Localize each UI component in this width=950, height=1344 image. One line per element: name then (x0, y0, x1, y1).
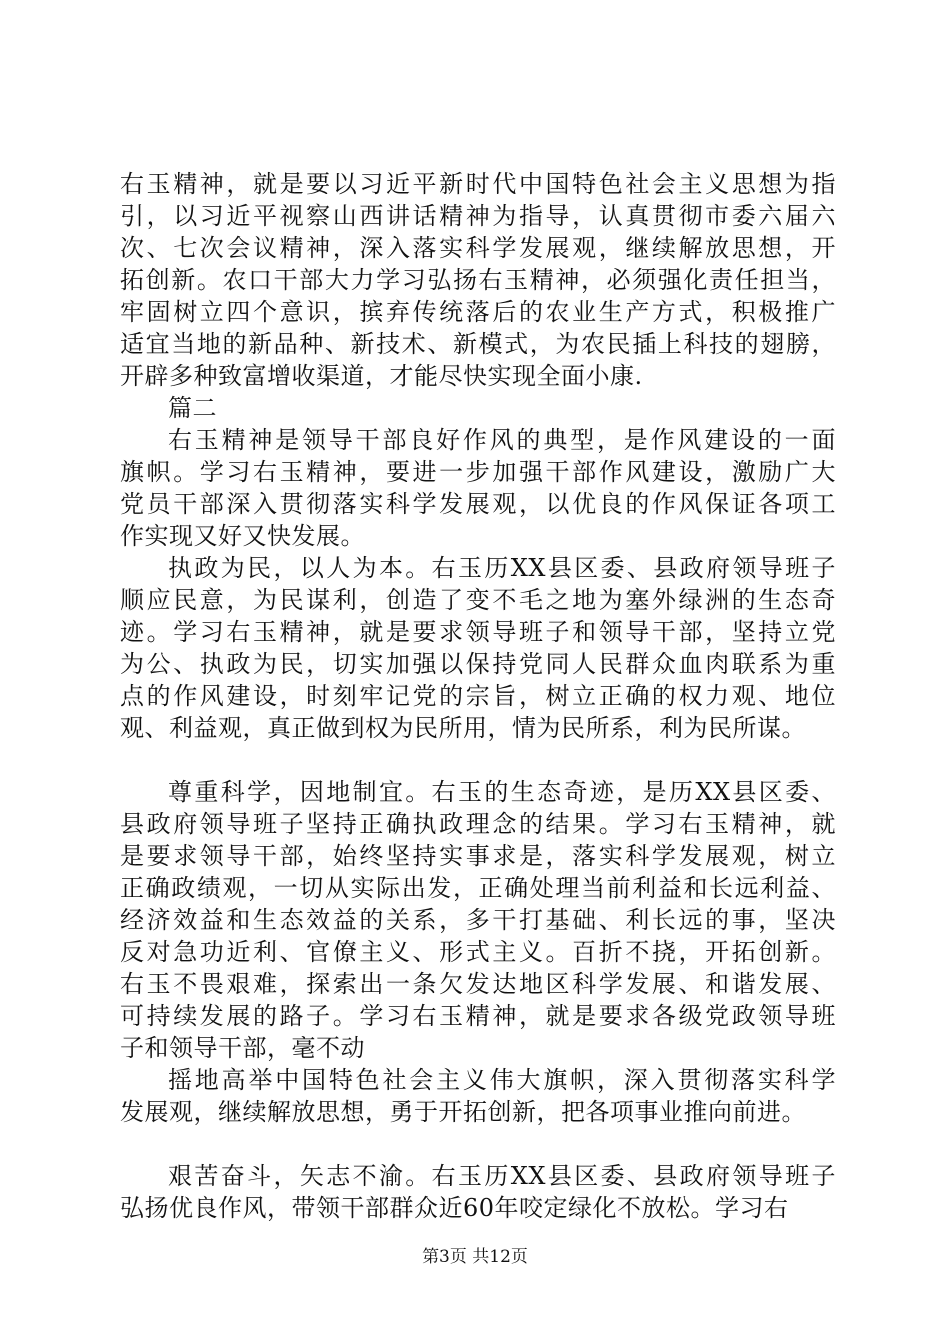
text-line: 可持续发展的路子。学习右玉精神，就是要求各级党政领导班 (120, 1002, 836, 1030)
text-line: 适宜当地的新品种、新技术、新模式，为农民插上科技的翅膀， (120, 330, 836, 358)
text-line: 点的作风建设，时刻牢记党的宗旨，树立正确的权力观、地位 (120, 682, 836, 710)
paragraph (120, 776, 836, 1064)
text-line: 右玉精神，就是要以习近平新时代中国特色社会主义思想为指 (120, 170, 836, 198)
text-line: 弘扬优良作风，带领干部群众近60年咬定绿化不放松。学习右 (120, 1194, 789, 1222)
paragraph (120, 1160, 836, 1224)
paragraph (120, 424, 836, 552)
text-line: 观、利益观，真正做到权为民所用，情为民所系，利为民所谋。 (120, 714, 806, 742)
text-line: 为公、执政为民，切实加强以保持党同人民群众血肉联系为重 (120, 650, 836, 678)
text-line: 尊重科学，因地制宜。右玉的生态奇迹，是历XX县区委、 (168, 778, 836, 806)
document-body (120, 168, 836, 1224)
text-line: 拓创新。农口干部大力学习弘扬右玉精神，必须强化责任担当， (120, 266, 836, 294)
text-line: 经济效益和生态效益的关系，多干打基础、利长远的事，坚决 (120, 906, 836, 934)
paragraph (120, 168, 836, 392)
text-line: 作实现又好又快发展。 (120, 522, 365, 550)
text-line: 摇地高举中国特色社会主义伟大旗帜，深入贯彻落实科学 (168, 1066, 836, 1094)
text-line: 是要求领导干部，始终坚持实事求是，落实科学发展观，树立 (120, 842, 836, 870)
paragraph (120, 392, 836, 424)
text-line: 正确政绩观，一切从实际出发，正确处理当前利益和长远利益、 (120, 874, 836, 902)
text-line: 旗帜。学习右玉精神，要进一步加强干部作风建设，激励广大 (120, 458, 836, 486)
paragraph-gap (120, 744, 836, 776)
text-line: 艰苦奋斗，矢志不渝。右玉历XX县区委、县政府领导班子 (168, 1162, 836, 1190)
text-line: 顺应民意，为民谋利，创造了变不毛之地为塞外绿洲的生态奇 (120, 586, 836, 614)
text-line: 次、七次会议精神，深入落实科学发展观，继续解放思想，开 (120, 234, 836, 262)
text-line: 篇二 (168, 394, 217, 422)
paragraph (120, 552, 836, 744)
text-line: 执政为民，以人为本。右玉历XX县区委、县政府领导班子 (168, 554, 836, 582)
text-line: 开辟多种致富增收渠道，才能尽快实现全面小康. (120, 362, 643, 390)
text-line: 牢固树立四个意识，摈弃传统落后的农业生产方式，积极推广 (120, 298, 836, 326)
text-line: 引，以习近平视察山西讲话精神为指导，认真贯彻市委六届六 (120, 202, 836, 230)
text-line: 反对急功近利、官僚主义、形式主义。百折不挠，开拓创新。 (120, 938, 836, 966)
text-line: 发展观，继续解放思想，勇于开拓创新，把各项事业推向前进。 (120, 1098, 806, 1126)
page-footer: 第3页 共12页 (422, 1247, 528, 1267)
text-line: 右玉精神是领导干部良好作风的典型，是作风建设的一面 (168, 426, 836, 454)
paragraph-gap (120, 1128, 836, 1160)
text-line: 右玉不畏艰难，探索出一条欠发达地区科学发展、和谐发展、 (120, 970, 836, 998)
text-line: 迹。学习右玉精神，就是要求领导班子和领导干部，坚持立党 (120, 618, 836, 646)
text-line: 子和领导干部，毫不动 (120, 1034, 365, 1062)
paragraph (120, 1064, 836, 1128)
text-line: 县政府领导班子坚持正确执政理念的结果。学习右玉精神，就 (120, 810, 836, 838)
text-line: 党员干部深入贯彻落实科学发展观，以优良的作风保证各项工 (120, 490, 836, 518)
